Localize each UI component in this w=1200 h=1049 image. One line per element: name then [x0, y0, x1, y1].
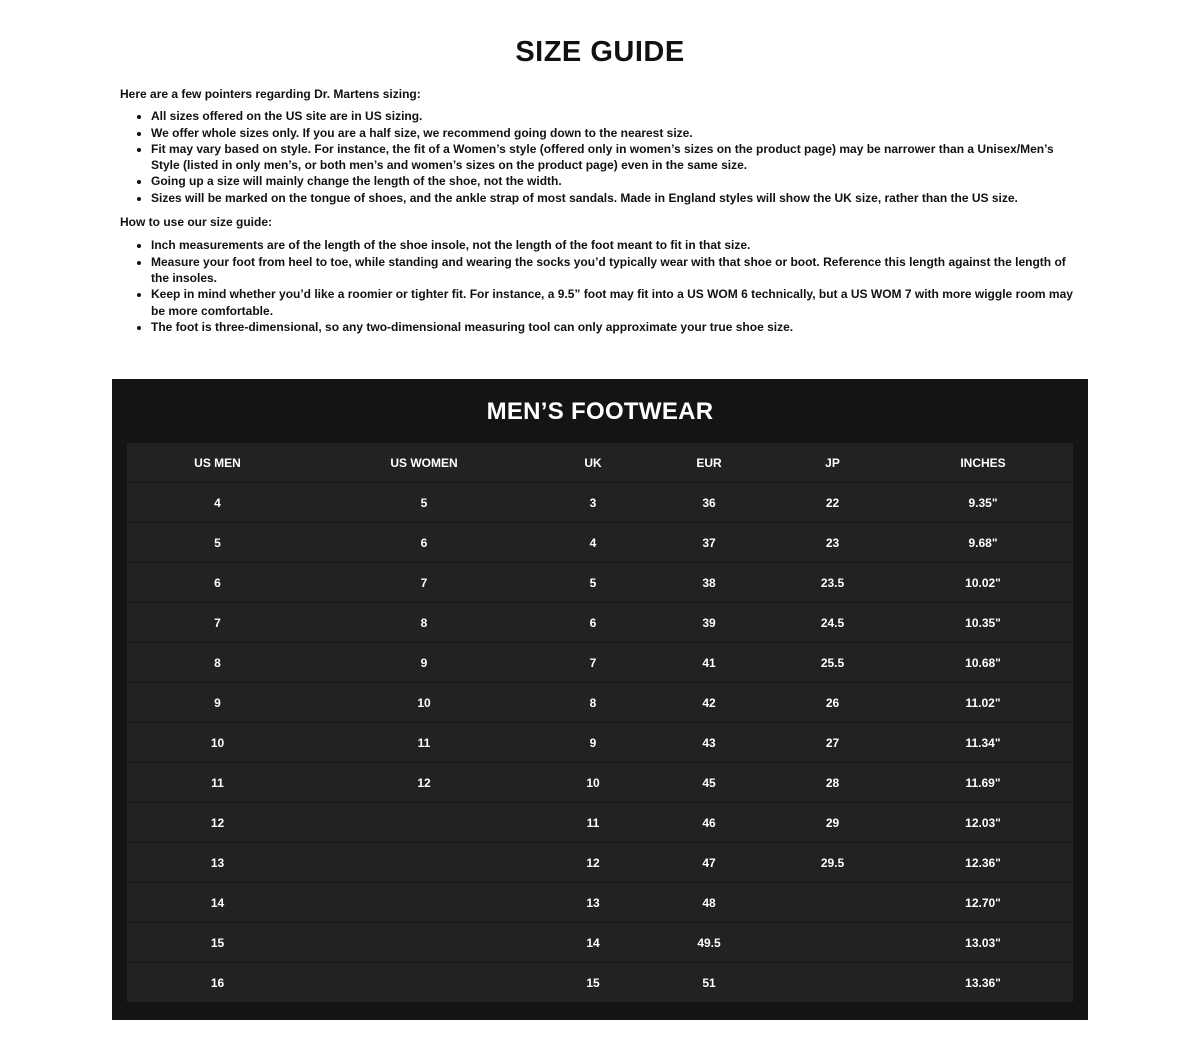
table-row	[127, 883, 1073, 923]
column-header: JP	[772, 443, 893, 483]
column-header: US MEN	[127, 443, 308, 483]
table-cell: 11.02"	[893, 683, 1073, 723]
table-row	[127, 483, 1073, 523]
table-cell: 28	[772, 763, 893, 803]
table-cell: 48	[646, 883, 772, 923]
table-cell: 12.70"	[893, 883, 1073, 923]
table-cell: 24.5	[772, 603, 893, 643]
table-cell: 46	[646, 803, 772, 843]
pointer-item: • Going up a size will mainly change the length of the shoe, not the width.	[151, 173, 1080, 189]
pointer-item: • We offer whole sizes only. If you are a half size, we recommend going down to the nearest size.	[151, 125, 1080, 141]
pointer-item: • All sizes offered on the US site are in US sizing.	[151, 108, 1080, 124]
table-cell: 13.03"	[893, 923, 1073, 963]
table-cell: 12	[127, 803, 308, 843]
table-row	[127, 843, 1073, 883]
table-cell: 37	[646, 523, 772, 563]
table-cell: 11	[308, 723, 540, 763]
table-row	[127, 763, 1073, 803]
guide-item: • The foot is three-dimensional, so any two-dimensional measuring tool can only approximate your true shoe size.	[151, 319, 1080, 335]
table-cell: 11	[127, 763, 308, 803]
column-header: UK	[540, 443, 646, 483]
table-cell: 10	[308, 683, 540, 723]
table-cell: 13	[540, 883, 646, 923]
table-cell: 4	[127, 483, 308, 523]
table-cell: 9.68"	[893, 523, 1073, 563]
guide-item: • Measure your foot from heel to toe, while standing and wearing the socks you’d typically wear with that shoe or boot. Reference this length against the length of the insoles.	[151, 254, 1080, 287]
table-cell: 12.36"	[893, 843, 1073, 883]
table-cell: 14	[540, 923, 646, 963]
table-row	[127, 563, 1073, 603]
table-cell: 10.02"	[893, 563, 1073, 603]
table-cell: 47	[646, 843, 772, 883]
table-cell: 11.69"	[893, 763, 1073, 803]
table-cell: 26	[772, 683, 893, 723]
guide-heading: How to use our size guide:	[120, 215, 273, 230]
table-cell	[308, 803, 540, 843]
table-cell: 49.5	[646, 923, 772, 963]
size-table	[127, 443, 1073, 1002]
table-cell: 42	[646, 683, 772, 723]
table-row	[127, 963, 1073, 1003]
table-cell: 29.5	[772, 843, 893, 883]
table-cell: 39	[646, 603, 772, 643]
table-cell: 45	[646, 763, 772, 803]
table-body	[127, 483, 1073, 1003]
table-cell	[308, 883, 540, 923]
table-cell: 11.34"	[893, 723, 1073, 763]
table-cell: 12	[540, 843, 646, 883]
table-cell: 10	[127, 723, 308, 763]
table-cell: 14	[127, 883, 308, 923]
intro-text: Here are a few pointers regarding Dr. Martens sizing:	[120, 87, 421, 101]
table-cell: 22	[772, 483, 893, 523]
table-cell: 29	[772, 803, 893, 843]
page-title: SIZE GUIDE	[515, 36, 685, 68]
table-cell: 16	[210, 975, 225, 990]
table-cell: 5	[308, 483, 540, 523]
table-cell: 12.03"	[893, 803, 1073, 843]
table-cell: 27	[772, 723, 893, 763]
table-cell: 13	[127, 843, 308, 883]
table-cell: 5	[127, 523, 308, 563]
table-cell: 12	[308, 763, 540, 803]
table-cell: 9	[308, 643, 540, 683]
table-row	[127, 683, 1073, 723]
pointer-item: • Fit may vary based on style. For instance, the fit of a Women’s style (offered only in women’s sizes on the product page) may be narrower than a Unisex/Men’s Style (listed in only men’s, or both men’s and women’s sizes on the product page) even in the same size.	[151, 141, 1080, 174]
table-cell: 4	[540, 523, 646, 563]
pointers-list	[120, 108, 1080, 206]
table-cell: 23.5	[772, 563, 893, 603]
table-cell: 7	[127, 603, 308, 643]
table-cell: 41	[646, 643, 772, 683]
pointer-item: • Sizes will be marked on the tongue of shoes, and the ankle strap of most sandals. Made in England styles will show the UK size, rather than the US size.	[151, 190, 1080, 206]
table-cell: 6	[540, 603, 646, 643]
table-cell: 13.36"	[965, 975, 1001, 990]
table-cell: 36	[646, 483, 772, 523]
table-row	[127, 923, 1073, 963]
table-row	[127, 603, 1073, 643]
table-cell: 38	[646, 563, 772, 603]
table-row	[127, 803, 1073, 843]
table-cell: 3	[540, 483, 646, 523]
table-cell: 10	[540, 763, 646, 803]
table-cell: 11	[540, 803, 646, 843]
table-cell	[308, 963, 540, 1003]
table-cell: 8	[308, 603, 540, 643]
guide-item: • Keep in mind whether you’d like a roomier or tighter fit. For instance, a 9.5” foot may fit into a US WOM 6 technically, but a US WOM 7 with more wiggle room may be more comfortable.	[151, 286, 1080, 319]
table-cell: 15	[586, 975, 600, 990]
column-header: EUR	[646, 443, 772, 483]
table-cell: 7	[308, 563, 540, 603]
table-cell	[772, 883, 893, 923]
table-cell	[772, 963, 893, 1003]
table-row	[127, 723, 1073, 763]
table-cell: 7	[540, 643, 646, 683]
table-cell: 10.35"	[893, 603, 1073, 643]
table-row	[127, 643, 1073, 683]
table-cell: 9	[540, 723, 646, 763]
table-cell: 25.5	[772, 643, 893, 683]
table-cell: 6	[308, 523, 540, 563]
table-cell: 8	[127, 643, 308, 683]
table-cell	[772, 923, 893, 963]
table-cell: 10.68"	[893, 643, 1073, 683]
table-cell	[308, 843, 540, 883]
guide-item: • Inch measurements are of the length of the shoe insole, not the length of the foot meant to fit in that size.	[151, 237, 1080, 253]
table-cell: 9.35"	[893, 483, 1073, 523]
table-cell: 23	[772, 523, 893, 563]
column-header: US WOMEN	[308, 443, 540, 483]
table-header-row	[127, 443, 1073, 483]
table-title: MEN’S FOOTWEAR	[486, 398, 714, 425]
column-header: INCHES	[893, 443, 1073, 483]
table-cell: 6	[127, 563, 308, 603]
table-cell: 9	[127, 683, 308, 723]
size-pointers-section	[120, 86, 1080, 335]
table-cell: 8	[540, 683, 646, 723]
table-cell: 15	[127, 923, 308, 963]
table-cell: 5	[540, 563, 646, 603]
table-cell	[308, 923, 540, 963]
table-cell: 43	[646, 723, 772, 763]
table-cell: 51	[702, 975, 716, 990]
guide-list	[120, 237, 1080, 335]
table-row	[127, 523, 1073, 563]
